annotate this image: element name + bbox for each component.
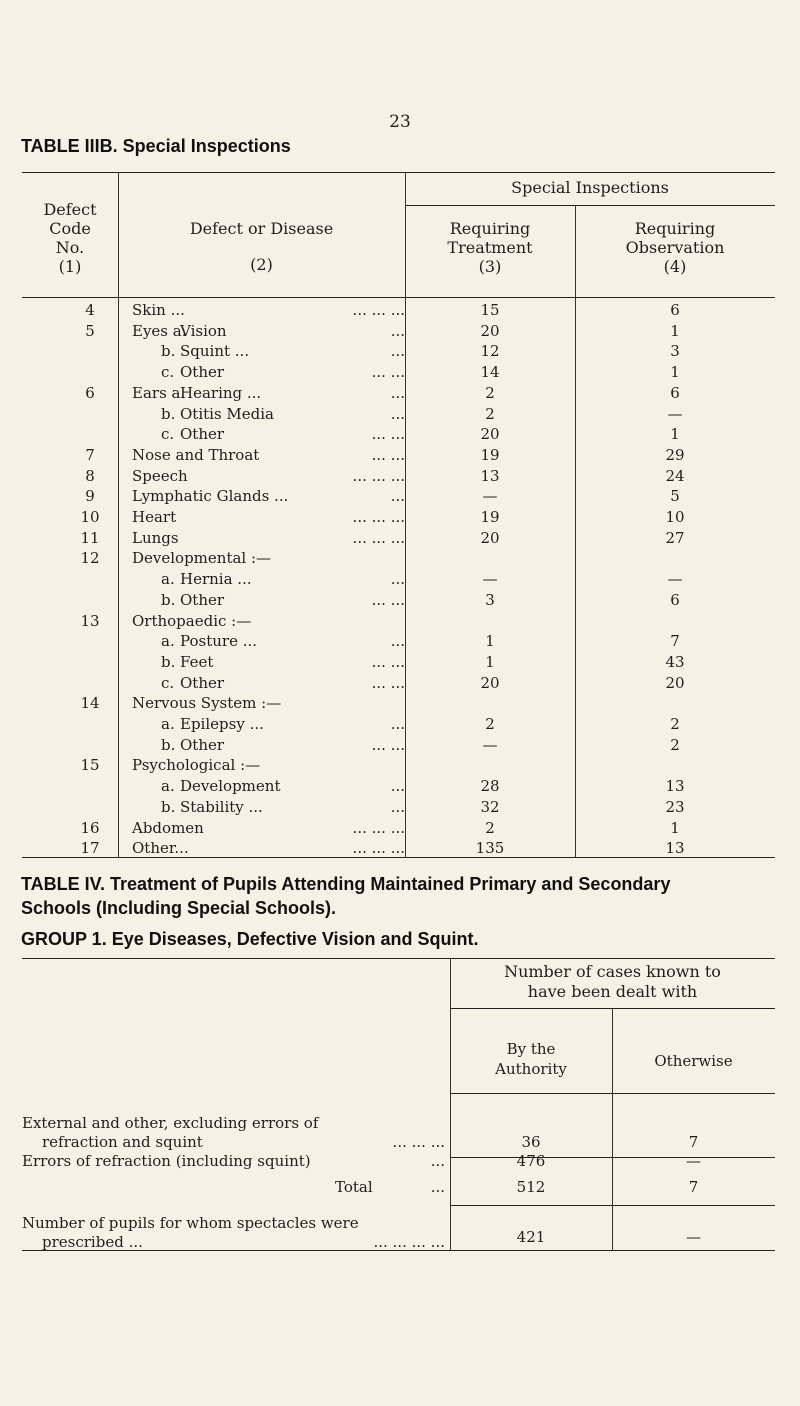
defect-label: Developmental :—: [132, 549, 272, 568]
defect-label: Other...: [132, 839, 189, 858]
table-iiib-title: TABLE IIIB. Special Inspections: [21, 136, 291, 156]
treatment-value: 14: [480, 363, 500, 382]
treatment-value: 15: [480, 301, 500, 319]
sub-name: Posture ...: [180, 632, 258, 651]
row-errors-label: Errors of refraction (including squint): [22, 1152, 311, 1170]
table-row: [0, 632, 800, 654]
table-row: [0, 694, 800, 716]
leader-dots: ... ... ...: [352, 839, 405, 858]
leader-dots: ...: [390, 715, 405, 733]
sub-letter: b.: [161, 797, 176, 816]
sub-name: Squint ...: [180, 342, 250, 361]
special-header-rule: [405, 205, 775, 206]
table-iv-title-continued: Schools (Including Special Schools).: [21, 898, 337, 918]
treatment-value: 1: [485, 632, 495, 651]
defect-label: Speech: [132, 466, 188, 485]
defect-code: 15: [80, 756, 100, 775]
external-otherwise-value: 7: [688, 1133, 699, 1151]
row-external-dots: ... ... ...: [392, 1133, 445, 1151]
observation-value: 1: [670, 818, 680, 837]
table-row: [0, 301, 800, 323]
observation-value: 23: [665, 797, 685, 816]
defect-label: Nose and Throat: [132, 445, 260, 464]
defect-code: 7: [85, 445, 95, 464]
leader-dots: ... ...: [371, 590, 405, 609]
group-1-title: GROUP 1. Eye Diseases, Defective Vision and Squint.: [21, 929, 479, 949]
table-row: [0, 674, 800, 696]
leader-dots: ...: [390, 404, 405, 423]
header-defect-disease: Defect or Disease (2): [189, 219, 334, 274]
defect-code: 6: [85, 383, 95, 402]
treatment-value: 20: [480, 321, 500, 340]
observation-value: 13: [665, 839, 685, 858]
leader-dots: ... ...: [371, 425, 405, 444]
sub-letter: b.: [161, 404, 176, 423]
header-by-the-authority: By the Authority: [495, 1040, 567, 1078]
header-bottom-rule: [22, 297, 775, 298]
spectacles-authority-value: 421: [516, 1228, 546, 1246]
sub-letter: b.: [161, 342, 176, 361]
header-dealt-with: have been dealt with: [527, 982, 698, 1001]
row-errors-dots: ...: [430, 1152, 445, 1170]
table-row: [0, 508, 800, 530]
page-number: 23: [389, 112, 411, 132]
defect-label: Orthopaedic :—: [132, 611, 252, 630]
observation-value: 27: [665, 528, 685, 547]
sub-letter: b.: [161, 652, 176, 671]
leader-dots: ...: [390, 797, 405, 816]
table-iv-col-divider-2: [612, 1008, 613, 1250]
defect-code: 4: [85, 301, 95, 319]
sub-name: Epilepsy ...: [180, 715, 264, 733]
errors-authority-value: 476: [516, 1152, 546, 1170]
leader-dots: ... ...: [371, 735, 405, 754]
leader-dots: ... ...: [371, 363, 405, 382]
errors-otherwise-value: —: [686, 1152, 701, 1170]
table-iv-title: TABLE IV. Treatment of Pupils Attending Maintained Primary and Secondary: [21, 874, 671, 894]
sub-letter: a.: [161, 715, 175, 733]
observation-value: 2: [670, 715, 680, 733]
row-external-label-continued: refraction and squint: [42, 1133, 203, 1151]
table-row: [0, 425, 800, 447]
defect-label: Heart: [132, 508, 177, 526]
table-row: [0, 405, 800, 427]
sub-letter: a.: [161, 777, 175, 796]
sub-letter: a.: [161, 632, 175, 651]
leader-dots: ...: [390, 777, 405, 796]
observation-value: 29: [665, 445, 685, 464]
leader-dots: ... ... ...: [352, 528, 405, 547]
observation-value: 6: [670, 383, 680, 402]
defect-label: Ears a.: [132, 383, 186, 402]
table-row: [0, 756, 800, 778]
table-row: [0, 777, 800, 799]
sub-name: Feet: [180, 652, 214, 671]
spectacles-label-continued: prescribed ...: [42, 1233, 143, 1251]
treatment-value: 20: [480, 673, 500, 692]
treatment-value: 32: [480, 797, 500, 816]
defect-label: Nervous System :—: [132, 694, 282, 713]
defect-code: 17: [80, 839, 100, 858]
treatment-value: 2: [485, 383, 495, 402]
total-dots: ...: [430, 1178, 445, 1196]
observation-value: 1: [670, 321, 680, 340]
table-row: [0, 715, 800, 737]
header-otherwise: Otherwise: [654, 1052, 733, 1070]
observation-value: 5: [670, 487, 680, 506]
table-row: [0, 446, 800, 468]
table-row: [0, 653, 800, 675]
total-authority-value: 512: [516, 1178, 546, 1196]
sub-name: Other: [180, 590, 225, 609]
sub-letter: c.: [161, 363, 175, 382]
observation-value: 3: [670, 342, 680, 361]
table-row: [0, 736, 800, 758]
leader-dots: ...: [390, 570, 405, 589]
defect-label: Skin ...: [132, 301, 185, 319]
observation-value: 6: [670, 590, 680, 609]
row-external-label: External and other, excluding errors of: [22, 1114, 319, 1132]
table-row: [0, 549, 800, 571]
defect-code: 11: [80, 528, 100, 547]
sub-name: Hernia ...: [180, 570, 252, 589]
defect-label: Eyes a.: [132, 321, 187, 340]
table-row: [0, 612, 800, 634]
table-row: [0, 839, 800, 861]
observation-value: 13: [665, 777, 685, 796]
leader-dots: ...: [390, 632, 405, 651]
leader-dots: ... ... ...: [352, 818, 405, 837]
treatment-value: 2: [485, 715, 495, 733]
treatment-value: 20: [480, 425, 500, 444]
spectacles-label: Number of pupils for whom spectacles were: [22, 1214, 359, 1232]
defect-code: 9: [85, 487, 95, 506]
sub-name: Other: [180, 735, 225, 754]
defect-code: 14: [80, 694, 100, 713]
total-otherwise-value: 7: [688, 1178, 699, 1196]
sub-letter: c.: [161, 673, 175, 692]
leader-dots: ... ... ...: [352, 301, 405, 319]
table-row: [0, 342, 800, 364]
leader-dots: ... ...: [371, 445, 405, 464]
table-row: [0, 363, 800, 385]
header-number-of-cases: Number of cases known to: [504, 962, 721, 981]
observation-value: 7: [670, 632, 680, 651]
sub-name: Development: [180, 777, 281, 796]
sub-letter: b.: [161, 735, 176, 754]
observation-value: 2: [670, 735, 680, 754]
treatment-value: 28: [480, 777, 500, 796]
defect-code: 12: [80, 549, 100, 568]
observation-value: 24: [665, 466, 685, 485]
defect-label: Lungs: [132, 528, 179, 547]
sub-name: Vision: [180, 321, 227, 340]
observation-value: —: [667, 404, 683, 423]
header-special-inspections: Special Inspections: [511, 178, 669, 197]
observation-value: 20: [665, 673, 685, 692]
defect-code: 13: [80, 611, 100, 630]
treatment-value: 2: [485, 404, 495, 423]
sub-name: Other: [180, 673, 225, 692]
sub-name: Other: [180, 425, 225, 444]
treatment-value: 19: [480, 508, 500, 526]
header-defect-code: Defect Code No. (1): [43, 200, 97, 276]
sub-name: Otitis Media: [180, 404, 274, 423]
treatment-value: 20: [480, 528, 500, 547]
table-row: [0, 322, 800, 344]
leader-dots: ...: [390, 383, 405, 402]
defect-label: Psychological :—: [132, 756, 261, 775]
treatment-value: 13: [480, 466, 500, 485]
leader-dots: ...: [390, 487, 405, 506]
treatment-value: 1: [485, 652, 495, 671]
table-row: [0, 467, 800, 489]
header-requiring-observation: Requiring Observation (4): [625, 219, 725, 276]
table-row: [0, 529, 800, 551]
defect-code: 16: [80, 818, 100, 837]
table-top-rule: [22, 172, 775, 173]
header-requiring-treatment: Requiring Treatment (3): [447, 219, 533, 276]
sub-letter: a.: [161, 570, 175, 589]
total-label: Total: [335, 1178, 373, 1196]
spectacles-otherwise-value: —: [686, 1228, 701, 1246]
observation-value: 6: [670, 301, 680, 319]
table-row: [0, 819, 800, 841]
treatment-value: 3: [485, 590, 495, 609]
table-row: [0, 487, 800, 509]
table-iv-top-rule: [22, 958, 775, 959]
treatment-value: —: [482, 487, 498, 506]
treatment-value: 2: [485, 818, 495, 837]
treatment-value: 19: [480, 445, 500, 464]
treatment-value: 12: [480, 342, 500, 361]
observation-value: 43: [665, 652, 685, 671]
sub-letter: b.: [161, 590, 176, 609]
leader-dots: ... ...: [371, 652, 405, 671]
external-authority-value: 36: [521, 1133, 541, 1151]
sub-letter: c.: [161, 425, 175, 444]
table-row: [0, 570, 800, 592]
sub-name: Other: [180, 363, 225, 382]
table-iv-col-divider-1: [450, 958, 451, 1250]
leader-dots: ... ...: [371, 673, 405, 692]
defect-code: 8: [85, 466, 95, 485]
defect-label: Abdomen: [132, 818, 204, 837]
observation-value: 1: [670, 425, 680, 444]
leader-dots: ... ... ...: [352, 508, 405, 526]
sub-name: Stability ...: [180, 797, 263, 816]
table-row: [0, 591, 800, 613]
observation-value: 10: [665, 508, 685, 526]
leader-dots: ... ... ...: [352, 466, 405, 485]
leader-dots: ...: [390, 321, 405, 340]
treatment-value: —: [482, 570, 498, 589]
defect-label: Lymphatic Glands ...: [132, 487, 289, 506]
table-row: [0, 798, 800, 820]
leader-dots: ...: [390, 342, 405, 361]
spectacles-dots: ... ... ... ...: [373, 1233, 445, 1251]
treatment-value: 135: [475, 839, 505, 858]
observation-value: 1: [670, 363, 680, 382]
treatment-value: —: [482, 735, 498, 754]
defect-code: 10: [80, 508, 100, 526]
defect-code: 5: [85, 321, 95, 340]
observation-value: —: [667, 570, 683, 589]
sub-name: Hearing ...: [180, 383, 262, 402]
table-row: [0, 384, 800, 406]
